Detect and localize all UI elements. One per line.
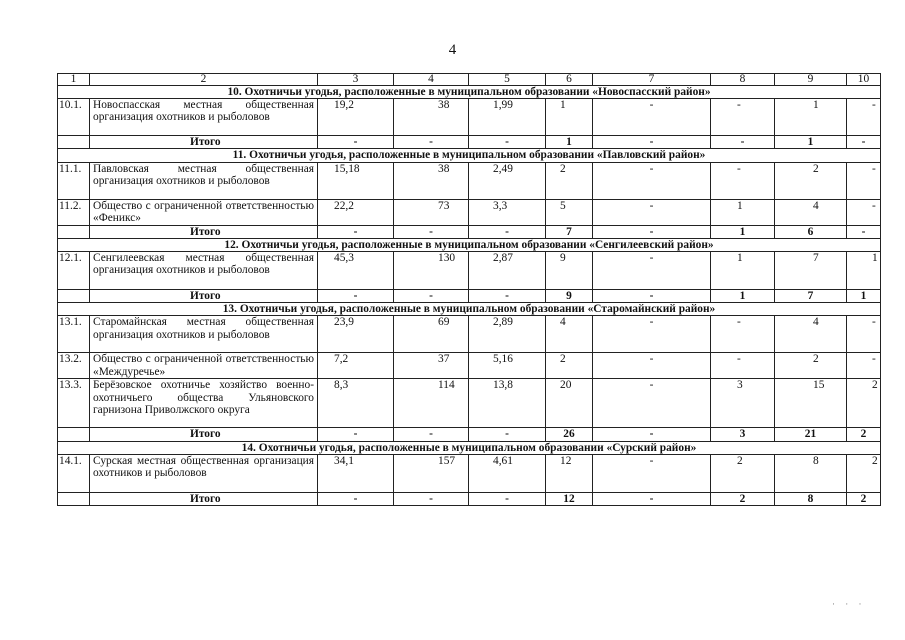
total-col-9: 6 xyxy=(775,225,847,238)
total-col-6: 7 xyxy=(546,225,593,238)
organization-name: Новоспасская местная общественная организация охотников и рыболовов xyxy=(90,99,318,136)
col-header: 5 xyxy=(469,74,546,86)
col-header: 9 xyxy=(775,74,847,86)
cell-col-10 xyxy=(847,252,881,290)
total-label: Итого xyxy=(90,225,318,238)
organization-name: Старомайнская местная общественная организация охотников и рыболовов xyxy=(90,316,318,353)
cell-col-9 xyxy=(775,454,847,492)
total-col-6: 9 xyxy=(546,290,593,303)
row-number: 13.3. xyxy=(58,379,90,428)
total-col-8: 1 xyxy=(711,290,775,303)
cell-col-3 xyxy=(318,162,394,199)
total-empty-cell xyxy=(58,136,90,149)
total-row xyxy=(58,492,881,505)
cell-col-5 xyxy=(469,353,546,379)
cell-col-8 xyxy=(711,199,775,225)
cell-value: 1 xyxy=(737,252,743,265)
organization-name: Сурская местная общественная организация охотников и рыболовов xyxy=(90,454,318,492)
cell-value: 15,18 xyxy=(334,162,360,175)
cell-col-8 xyxy=(711,379,775,428)
total-col-3: - xyxy=(318,136,394,149)
total-col-3: - xyxy=(318,225,394,238)
total-label: Итого xyxy=(90,428,318,441)
total-col-8: 2 xyxy=(711,492,775,505)
table-row xyxy=(58,199,881,225)
cell-value: 2 xyxy=(872,379,878,392)
row-number: 13.1. xyxy=(58,316,90,353)
col-header: 7 xyxy=(593,74,711,86)
row-number: 11.1. xyxy=(58,162,90,199)
cell-value: 1 xyxy=(872,252,878,265)
cell-value: 114 xyxy=(438,379,455,392)
cell-value: 2 xyxy=(872,454,878,467)
cell-col-9 xyxy=(775,252,847,290)
cell-value: 4 xyxy=(813,199,819,212)
cell-value: 22,2 xyxy=(334,199,354,212)
total-col-6: 26 xyxy=(546,428,593,441)
total-label: Итого xyxy=(90,136,318,149)
cell-value: - xyxy=(649,199,654,212)
cell-col-10 xyxy=(847,162,881,199)
section-title-row xyxy=(58,86,881,99)
total-col-4: - xyxy=(394,492,469,505)
table-row xyxy=(58,353,881,379)
scan-specks: · · · xyxy=(832,599,866,609)
total-col-7: - xyxy=(593,428,711,441)
total-empty-cell xyxy=(58,492,90,505)
cell-col-5 xyxy=(469,252,546,290)
organization-name: Общество с ограниченной ответственностью «Междуречье» xyxy=(90,353,318,379)
total-col-10: 1 xyxy=(847,290,881,303)
total-col-6: 12 xyxy=(546,492,593,505)
col-header: 10 xyxy=(847,74,881,86)
cell-col-10 xyxy=(847,353,881,379)
section-title: 11. Охотничьи угодья, расположенные в муниципальном образовании «Павловский район» xyxy=(58,149,881,162)
cell-col-8 xyxy=(711,252,775,290)
total-col-7: - xyxy=(593,290,711,303)
cell-value: 2,89 xyxy=(493,316,513,329)
cell-col-7 xyxy=(593,99,711,136)
total-col-9: 21 xyxy=(775,428,847,441)
cell-value: - xyxy=(649,252,654,265)
cell-value: 34,1 xyxy=(334,454,354,467)
total-col-3: - xyxy=(318,290,394,303)
table-row xyxy=(58,379,881,428)
cell-col-6 xyxy=(546,454,593,492)
table-row xyxy=(58,99,881,136)
col-header: 6 xyxy=(546,74,593,86)
cell-col-5 xyxy=(469,454,546,492)
hunting-grounds-table xyxy=(57,73,881,506)
row-number: 12.1. xyxy=(58,252,90,290)
col-header: 4 xyxy=(394,74,469,86)
cell-col-10 xyxy=(847,454,881,492)
total-label: Итого xyxy=(90,290,318,303)
cell-value: 130 xyxy=(438,252,456,265)
total-label: Итого xyxy=(90,492,318,505)
cell-col-9 xyxy=(775,316,847,353)
cell-value: 8 xyxy=(813,454,819,467)
cell-value: 1,99 xyxy=(493,99,513,112)
cell-col-10 xyxy=(847,199,881,225)
cell-col-8 xyxy=(711,454,775,492)
total-row xyxy=(58,290,881,303)
cell-col-10 xyxy=(847,316,881,353)
row-number: 14.1. xyxy=(58,454,90,492)
total-row xyxy=(58,225,881,238)
cell-value: 2 xyxy=(737,454,743,467)
cell-col-10 xyxy=(847,379,881,428)
cell-value: 2 xyxy=(560,353,566,366)
cell-value: - xyxy=(649,162,654,175)
total-col-8: - xyxy=(711,136,775,149)
cell-value: 38 xyxy=(438,162,450,175)
cell-col-5 xyxy=(469,162,546,199)
cell-col-4 xyxy=(394,454,469,492)
cell-value: 7 xyxy=(813,252,819,265)
cell-col-3 xyxy=(318,316,394,353)
cell-col-7 xyxy=(593,162,711,199)
section-title-row xyxy=(58,441,881,454)
cell-col-9 xyxy=(775,99,847,136)
total-col-5: - xyxy=(469,492,546,505)
cell-value: 1 xyxy=(813,99,819,112)
cell-value: 5 xyxy=(560,199,566,212)
cell-value: 45,3 xyxy=(334,252,354,265)
total-col-3: - xyxy=(318,428,394,441)
row-number: 11.2. xyxy=(58,199,90,225)
total-row xyxy=(58,136,881,149)
total-col-10: 2 xyxy=(847,428,881,441)
table-body xyxy=(58,74,881,506)
cell-col-9 xyxy=(775,199,847,225)
organization-name: Общество с ограниченной ответственностью «Феникс» xyxy=(90,199,318,225)
cell-value: - xyxy=(649,99,654,112)
cell-col-9 xyxy=(775,379,847,428)
total-col-10: - xyxy=(847,225,881,238)
cell-value: 157 xyxy=(438,454,456,467)
cell-col-5 xyxy=(469,316,546,353)
cell-col-3 xyxy=(318,252,394,290)
cell-value: 8,3 xyxy=(334,379,349,392)
cell-value: - xyxy=(737,99,741,112)
total-col-9: 8 xyxy=(775,492,847,505)
table-row xyxy=(58,252,881,290)
cell-value: 73 xyxy=(438,199,450,212)
cell-col-7 xyxy=(593,199,711,225)
cell-value: 4,61 xyxy=(493,454,513,467)
cell-col-10 xyxy=(847,99,881,136)
section-title: 13. Охотничьи угодья, расположенные в муниципальном образовании «Старомайнский район» xyxy=(58,303,881,316)
cell-col-8 xyxy=(711,99,775,136)
cell-col-4 xyxy=(394,353,469,379)
cell-value: - xyxy=(872,316,876,329)
cell-value: - xyxy=(872,162,876,175)
cell-col-4 xyxy=(394,252,469,290)
cell-col-7 xyxy=(593,454,711,492)
cell-col-6 xyxy=(546,353,593,379)
total-col-10: 2 xyxy=(847,492,881,505)
cell-value: 9 xyxy=(560,252,566,265)
cell-value: 20 xyxy=(560,379,572,392)
cell-col-9 xyxy=(775,353,847,379)
cell-col-9 xyxy=(775,162,847,199)
organization-name: Сенгилеевская местная общественная организация охотников и рыболовов xyxy=(90,252,318,290)
section-title-row xyxy=(58,238,881,251)
cell-value: 2,49 xyxy=(493,162,513,175)
cell-value: 69 xyxy=(438,316,450,329)
section-title: 10. Охотничьи угодья, расположенные в муниципальном образовании «Новоспасский район» xyxy=(58,86,881,99)
cell-col-7 xyxy=(593,252,711,290)
total-col-7: - xyxy=(593,225,711,238)
cell-value: 2 xyxy=(560,162,566,175)
cell-value: - xyxy=(872,99,876,112)
cell-value: 2 xyxy=(813,162,819,175)
total-col-9: 7 xyxy=(775,290,847,303)
total-col-4: - xyxy=(394,290,469,303)
total-col-3: - xyxy=(318,492,394,505)
total-col-5: - xyxy=(469,225,546,238)
total-col-8: 1 xyxy=(711,225,775,238)
cell-value: 3 xyxy=(737,379,743,392)
cell-value: 3,3 xyxy=(493,199,508,212)
cell-value: - xyxy=(649,454,654,467)
cell-value: 1 xyxy=(560,99,566,112)
cell-value: - xyxy=(737,162,741,175)
cell-col-5 xyxy=(469,199,546,225)
col-header: 8 xyxy=(711,74,775,86)
total-row xyxy=(58,428,881,441)
cell-col-5 xyxy=(469,99,546,136)
cell-value: - xyxy=(649,353,654,366)
cell-col-3 xyxy=(318,199,394,225)
total-col-4: - xyxy=(394,136,469,149)
cell-col-4 xyxy=(394,199,469,225)
cell-col-7 xyxy=(593,353,711,379)
cell-value: - xyxy=(649,316,654,329)
cell-value: - xyxy=(649,379,654,392)
cell-value: 13,8 xyxy=(493,379,513,392)
cell-col-6 xyxy=(546,316,593,353)
cell-col-6 xyxy=(546,162,593,199)
cell-col-8 xyxy=(711,316,775,353)
organization-name: Берёзовское охотничье хозяйство военно-охотничьего общества Ульяновского гарнизона Приволжского округа xyxy=(90,379,318,428)
section-title: 14. Охотничьи угодья, расположенные в муниципальном образовании «Сурский район» xyxy=(58,441,881,454)
cell-value: 19,2 xyxy=(334,99,354,112)
total-col-4: - xyxy=(394,428,469,441)
total-col-7: - xyxy=(593,136,711,149)
total-col-4: - xyxy=(394,225,469,238)
cell-col-6 xyxy=(546,99,593,136)
cell-col-3 xyxy=(318,99,394,136)
cell-col-6 xyxy=(546,379,593,428)
col-header: 3 xyxy=(318,74,394,86)
table-row xyxy=(58,162,881,199)
cell-value: - xyxy=(872,199,876,212)
total-col-10: - xyxy=(847,136,881,149)
cell-col-4 xyxy=(394,162,469,199)
cell-col-7 xyxy=(593,379,711,428)
cell-col-8 xyxy=(711,353,775,379)
total-col-5: - xyxy=(469,290,546,303)
column-number-row xyxy=(58,74,881,86)
col-header: 2 xyxy=(90,74,318,86)
cell-col-4 xyxy=(394,379,469,428)
cell-col-3 xyxy=(318,454,394,492)
total-col-5: - xyxy=(469,428,546,441)
total-empty-cell xyxy=(58,225,90,238)
table-row xyxy=(58,316,881,353)
section-title: 12. Охотничьи угодья, расположенные в муниципальном образовании «Сенгилеевский район» xyxy=(58,238,881,251)
cell-col-3 xyxy=(318,379,394,428)
table-row xyxy=(58,454,881,492)
total-empty-cell xyxy=(58,428,90,441)
page-number: 4 xyxy=(448,42,457,58)
cell-value: - xyxy=(737,316,741,329)
cell-value: 2 xyxy=(813,353,819,366)
cell-value: 15 xyxy=(813,379,825,392)
cell-value: 37 xyxy=(438,353,450,366)
cell-value: 5,16 xyxy=(493,353,513,366)
cell-value: 4 xyxy=(813,316,819,329)
cell-col-4 xyxy=(394,316,469,353)
total-empty-cell xyxy=(58,290,90,303)
section-title-row xyxy=(58,149,881,162)
col-header: 1 xyxy=(58,74,90,86)
cell-col-3 xyxy=(318,353,394,379)
cell-col-5 xyxy=(469,379,546,428)
cell-value: 4 xyxy=(560,316,566,329)
row-number: 13.2. xyxy=(58,353,90,379)
section-title-row xyxy=(58,303,881,316)
cell-value: - xyxy=(872,353,876,366)
cell-value: 38 xyxy=(438,99,450,112)
cell-value: - xyxy=(737,353,741,366)
total-col-7: - xyxy=(593,492,711,505)
organization-name: Павловская местная общественная организация охотников и рыболовов xyxy=(90,162,318,199)
cell-value: 1 xyxy=(737,199,743,212)
cell-value: 7,2 xyxy=(334,353,349,366)
cell-col-8 xyxy=(711,162,775,199)
total-col-6: 1 xyxy=(546,136,593,149)
total-col-8: 3 xyxy=(711,428,775,441)
cell-value: 12 xyxy=(560,454,572,467)
cell-col-4 xyxy=(394,99,469,136)
total-col-5: - xyxy=(469,136,546,149)
row-number: 10.1. xyxy=(58,99,90,136)
total-col-9: 1 xyxy=(775,136,847,149)
cell-col-6 xyxy=(546,252,593,290)
cell-value: 2,87 xyxy=(493,252,513,265)
cell-value: 23,9 xyxy=(334,316,354,329)
cell-col-6 xyxy=(546,199,593,225)
cell-col-7 xyxy=(593,316,711,353)
